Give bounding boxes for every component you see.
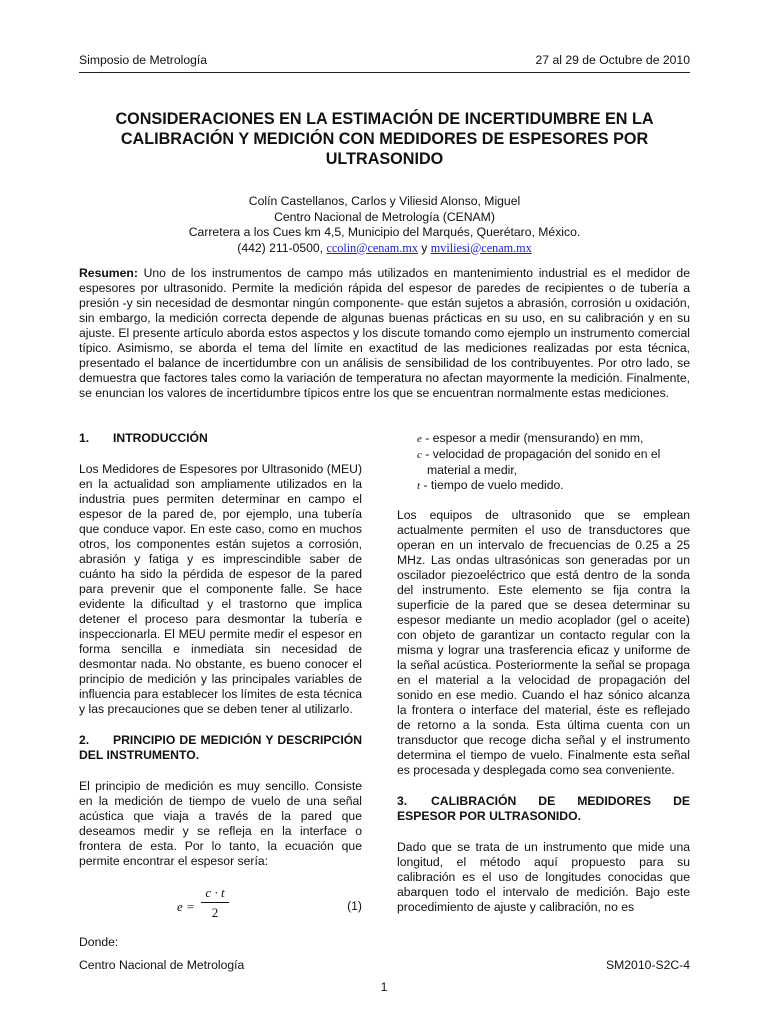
right-column <box>397 431 690 931</box>
paper-title: CONSIDERACIONES EN LA ESTIMACIÓN DE INCERTIDUMBRE EN LA CALIBRACIÓN Y MEDICIÓN CON MEDIDORES DE ESPESORES POR ULTRASONIDO <box>115 110 654 168</box>
definition-symbol: e <box>417 433 422 445</box>
section-3-title-line1: CALIBRACIÓN DE MEDIDORES DE <box>431 794 690 808</box>
definition-item <box>397 447 690 478</box>
page-number: 1 <box>380 980 388 994</box>
section-2-paragraph-1: El principio de medición es muy sencillo. Consiste en la medición de tiempo de vuelo de una señal acústica que viaja a través de la pared que deseamos medir y se refleja en la interface o frontera de esta. Por lo tanto, la ecuación que permite encontrar el espesor sería: <box>79 779 362 868</box>
equation-number: (1) <box>347 899 362 913</box>
section-2-heading <box>79 733 362 763</box>
abstract-label: Resumen: <box>79 266 138 280</box>
definition-symbol: c <box>417 449 422 461</box>
section-3-paragraph: Dado que se trata de un instrumento que mide una longitud, el método aquí propuesto para su calibración es el uso de longitudes conocidas que abarquen todo el intervalo de medición. Bajo este procedimiento de ajuste y calibración, no es <box>397 840 690 914</box>
header-conference: Simposio de Metrología <box>79 53 208 67</box>
left-column <box>79 431 362 950</box>
equation-fraction <box>201 885 229 921</box>
author-block <box>79 194 690 256</box>
section-2-title-line1: PRINCIPIO DE MEDICIÓN Y DESCRIPCIÓN <box>113 733 362 747</box>
running-header <box>79 53 690 69</box>
equation-numerator: c · t <box>205 885 225 900</box>
section-1-title: INTRODUCCIÓN <box>113 431 208 445</box>
footer-institution: Centro Nacional de Metrología <box>79 958 245 972</box>
email-link-mviliesi[interactable]: mviliesi@cenam.mx <box>430 240 532 255</box>
section-1-paragraph: Los Medidores de Espesores por Ultrasonido (MEU) en la actualidad son ampliamente utilizados en la industria pues permiten determinar en campo el espesor de la pared de, por ejemplo, una tubería que conduce vapor. En este caso, como en muchos otros, los componentes están sujetos a corrosión, abrasión y fatiga y es imprescindible saber de cuánto ha sido la pérdida de espesor de la pared para prevenir que el componente falle. Se hace evidente la dificultad y el trastorno que implica detener el proceso para desmontar la tubería e inspeccionarla. El MEU permite medir el espesor en forma sencilla e inmediata sin necesidad de desmontar nada. No obstante, es bueno conocer el principio de medición y las principales variables de influencia para establecer los límites de esta técnica y las precauciones que se deben tener al utilizarlo. <box>79 462 362 716</box>
equation-lhs: e = <box>177 899 195 914</box>
definition-text: - espesor a medir (mensurando) en mm, <box>421 431 644 445</box>
author-address: Carretera a los Cues km 4,5, Municipio del Marqués, Querétaro, México. <box>188 225 581 239</box>
author-contact <box>79 241 690 257</box>
abstract-text: Uno de los instrumentos de campo más utilizados en mantenimiento industrial es el medidor de espesores por ultrasonido. Permite la medición rápida del espesor de paredes de recipientes o de tubería a presión -y sin necesidad de desmontar ningún componente- que están sujetos a abrasión, corrosión u oxidación, sin embargo, la medición correcta depende de algunas buenas prácticas en su uso, en su calibración y en su ajuste. El presente artículo aborda estos aspectos y los discute tomando como ejemplo un instrumento comercial típico. Asimismo, se aborda el tema del límite en exactitud de las mediciones realizadas por esta técnica, presentado el balance de incertidumbre con un análisis de sensibilidad de los contribuyentes. Por otro lado, se demuestra que factores tales como la variación de temperatura no afectan mayormente la medición. Finalmente, se enuncian los valores de incertidumbre típicos entre los que se encuentran normalmente estas mediciones. <box>79 266 690 400</box>
section-2-number: 2. <box>79 733 90 747</box>
donde-label: Donde: <box>79 935 119 949</box>
footer-paper-code: SM2010-S2C-4 <box>606 958 690 972</box>
section-1-number: 1. <box>79 431 90 445</box>
definition-symbol: t <box>417 480 421 492</box>
author-and: y <box>417 240 431 255</box>
section-3-title-line2: ESPESOR POR ULTRASONIDO. <box>397 809 581 823</box>
header-date: 27 al 29 de Octubre de 2010 <box>535 53 690 67</box>
author-names: Colín Castellanos, Carlos y Viliesid Alonso, Miguel <box>248 194 521 208</box>
fraction-bar <box>201 902 229 903</box>
section-2-title-line2: DEL INSTRUMENTO. <box>79 748 200 762</box>
abstract <box>79 266 690 401</box>
header-rule <box>79 72 690 73</box>
email-link-ccolin[interactable]: ccolin@cenam.mx <box>326 240 418 255</box>
running-footer <box>79 958 690 974</box>
definition-text: - velocidad de propagación del sonido en el material a medir, <box>421 447 661 477</box>
section-2-paragraph-2: Los equipos de ultrasonido que se emplean actualmente permiten el uso de transductores que operan en un intervalo de frecuencias de 0.25 a 25 MHz. Las ondas ultrasónicas son generadas por un oscilador piezoeléctrico que está dentro de la sonda del instrumento. Este elemento se fija contra la superficie de la pared que se desea determinar su espesor mediante un medio acoplador (gel o aceite) con objeto de garantizar un contacto regular con la misma y lograr una trasferencia eficaz y uniforme de la señal acústica. Posteriormente la señal se propaga en el material a la velocidad de propagación del sonido en ese medio. Cuando el haz sónico alcanza la frontera o interface del material, éste es reflejado de retorno a la sonda. Esta última cuenta con un transductor que recoge dicha señal y el instrumento determina el tiempo de vuelo. Finalmente esta señal es procesada y desplegada como sea conveniente. <box>397 508 690 777</box>
section-1-heading <box>79 431 362 446</box>
definition-text: - tiempo de vuelo medido. <box>420 478 564 492</box>
author-phone: (442) 211-0500, <box>237 240 327 255</box>
section-3-number: 3. <box>397 794 408 808</box>
author-institution: Centro Nacional de Metrología (CENAM) <box>274 209 495 224</box>
definitions-list <box>397 431 690 494</box>
section-3-heading <box>397 794 690 824</box>
equation-1 <box>79 885 362 929</box>
definition-item <box>397 478 690 494</box>
definition-item <box>397 431 690 447</box>
equation-denominator: 2 <box>211 905 219 920</box>
